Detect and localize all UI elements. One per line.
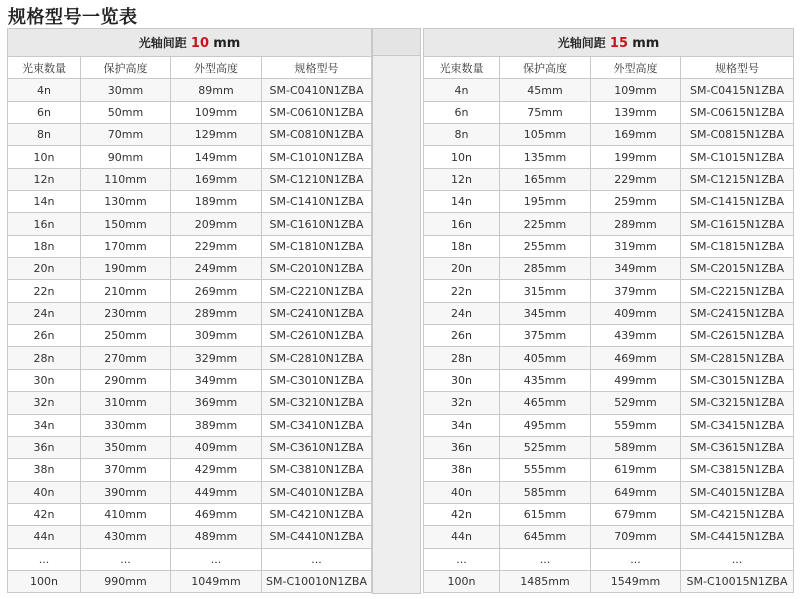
cell-protect-height: 70mm [81, 124, 171, 146]
cell-beam-count: 10n [424, 146, 500, 168]
cell-protect-height: 310mm [81, 392, 171, 414]
table-row [424, 258, 794, 280]
cell-beam-count: 36n [424, 436, 500, 458]
cell-beam-count: 26n [424, 325, 500, 347]
table-row [424, 570, 794, 592]
cell-model: SM-C0410N1ZBA [262, 79, 372, 101]
table-row [8, 146, 372, 168]
cell-model: SM-C2415N1ZBA [681, 302, 794, 324]
table-row [8, 392, 372, 414]
cell-beam-count: 42n [424, 503, 500, 525]
cell-protect-height: 330mm [81, 414, 171, 436]
table-row [8, 548, 372, 570]
cell-beam-count: 32n [8, 392, 81, 414]
col-model: 规格型号 [262, 57, 372, 79]
cell-outer-height: 679mm [591, 503, 681, 525]
cell-protect-height: ... [500, 548, 591, 570]
column-header-row [8, 57, 372, 79]
table-row [8, 481, 372, 503]
table-header-row [8, 29, 372, 57]
cell-outer-height: 89mm [171, 79, 262, 101]
cell-outer-height: 439mm [591, 325, 681, 347]
table-body [8, 79, 372, 593]
cell-protect-height: 50mm [81, 101, 171, 123]
col-outer-height: 外型高度 [171, 57, 262, 79]
cell-outer-height: 259mm [591, 191, 681, 213]
cell-outer-height: 559mm [591, 414, 681, 436]
cell-model: SM-C1615N1ZBA [681, 213, 794, 235]
cell-outer-height: 709mm [591, 526, 681, 548]
table-row [8, 101, 372, 123]
table-row [8, 503, 372, 525]
table-row [424, 436, 794, 458]
cell-model: SM-C3815N1ZBA [681, 459, 794, 481]
cell-outer-height: 149mm [171, 146, 262, 168]
cell-beam-count: 38n [8, 459, 81, 481]
table-row [424, 79, 794, 101]
pitch-unit: mm [213, 36, 241, 51]
cell-model: SM-C2410N1ZBA [262, 302, 372, 324]
table-row [424, 459, 794, 481]
cell-outer-height: 469mm [171, 503, 262, 525]
cell-model: SM-C4210N1ZBA [262, 503, 372, 525]
table-row [8, 347, 372, 369]
cell-protect-height: 165mm [500, 168, 591, 190]
table-row [8, 459, 372, 481]
cell-outer-height: 169mm [591, 124, 681, 146]
table-row [8, 280, 372, 302]
cell-protect-height: 270mm [81, 347, 171, 369]
cell-model: SM-C4015N1ZBA [681, 481, 794, 503]
cell-protect-height: 135mm [500, 146, 591, 168]
cell-beam-count: 44n [424, 526, 500, 548]
table-row [8, 325, 372, 347]
cell-outer-height: 229mm [591, 168, 681, 190]
cell-protect-height: 495mm [500, 414, 591, 436]
cell-beam-count: 34n [424, 414, 500, 436]
cell-model: SM-C1810N1ZBA [262, 235, 372, 257]
cell-protect-height: 585mm [500, 481, 591, 503]
pitch-header [8, 29, 372, 57]
cell-protect-height: 170mm [81, 235, 171, 257]
cell-model: SM-C1815N1ZBA [681, 235, 794, 257]
cell-outer-height: 409mm [171, 436, 262, 458]
cell-model: SM-C4415N1ZBA [681, 526, 794, 548]
page-title: 规格型号一览表 [8, 7, 138, 28]
pitch-value: 10 [190, 36, 210, 51]
table-row [424, 414, 794, 436]
cell-outer-height: 589mm [591, 436, 681, 458]
cell-beam-count: 34n [8, 414, 81, 436]
cell-outer-height: 489mm [171, 526, 262, 548]
cell-protect-height: 150mm [81, 213, 171, 235]
table-gap [372, 28, 421, 594]
cell-beam-count: 16n [424, 213, 500, 235]
table-row [424, 392, 794, 414]
col-beam-count: 光束数量 [8, 57, 81, 79]
cell-model: SM-C4410N1ZBA [262, 526, 372, 548]
cell-outer-height: 229mm [171, 235, 262, 257]
cell-beam-count: 16n [8, 213, 81, 235]
cell-outer-height: 199mm [591, 146, 681, 168]
cell-outer-height: 469mm [591, 347, 681, 369]
cell-model: SM-C1215N1ZBA [681, 168, 794, 190]
cell-outer-height: 1549mm [591, 570, 681, 592]
cell-outer-height: 409mm [591, 302, 681, 324]
cell-model: SM-C2610N1ZBA [262, 325, 372, 347]
cell-model: ... [262, 548, 372, 570]
cell-beam-count: 44n [8, 526, 81, 548]
cell-model: SM-C3615N1ZBA [681, 436, 794, 458]
cell-protect-height: 345mm [500, 302, 591, 324]
cell-protect-height: 290mm [81, 369, 171, 391]
cell-beam-count: 8n [424, 124, 500, 146]
pitch-value: 15 [609, 36, 629, 51]
cell-outer-height: 449mm [171, 481, 262, 503]
cell-model: SM-C1010N1ZBA [262, 146, 372, 168]
cell-outer-height: 209mm [171, 213, 262, 235]
cell-beam-count: 36n [8, 436, 81, 458]
cell-beam-count: 18n [8, 235, 81, 257]
cell-protect-height: 370mm [81, 459, 171, 481]
column-header-row [424, 57, 794, 79]
cell-protect-height: 990mm [81, 570, 171, 592]
cell-model: SM-C3215N1ZBA [681, 392, 794, 414]
cell-protect-height: 90mm [81, 146, 171, 168]
cell-model: SM-C0615N1ZBA [681, 101, 794, 123]
table-row [424, 146, 794, 168]
cell-outer-height: 249mm [171, 258, 262, 280]
table-row [8, 526, 372, 548]
cell-protect-height: 285mm [500, 258, 591, 280]
cell-beam-count: 32n [424, 392, 500, 414]
table-row [8, 79, 372, 101]
cell-model: SM-C2810N1ZBA [262, 347, 372, 369]
table-row [424, 101, 794, 123]
table-body [424, 79, 794, 593]
pitch-label: 光轴间距 [138, 36, 187, 50]
cell-beam-count: 6n [8, 101, 81, 123]
cell-outer-height: 529mm [591, 392, 681, 414]
cell-protect-height: 410mm [81, 503, 171, 525]
table-row [8, 213, 372, 235]
cell-protect-height: 210mm [81, 280, 171, 302]
col-protect-height: 保护高度 [500, 57, 591, 79]
table-row [8, 168, 372, 190]
cell-outer-height: 309mm [171, 325, 262, 347]
cell-model: SM-C1015N1ZBA [681, 146, 794, 168]
cell-beam-count: 100n [424, 570, 500, 592]
cell-beam-count: 24n [424, 302, 500, 324]
cell-beam-count: 18n [424, 235, 500, 257]
cell-beam-count: 20n [424, 258, 500, 280]
table-row [424, 526, 794, 548]
table-row [424, 548, 794, 570]
table-row [424, 369, 794, 391]
cell-protect-height: 190mm [81, 258, 171, 280]
cell-protect-height: 225mm [500, 213, 591, 235]
cell-beam-count: 12n [8, 168, 81, 190]
cell-protect-height: 350mm [81, 436, 171, 458]
cell-beam-count: 24n [8, 302, 81, 324]
cell-beam-count: 100n [8, 570, 81, 592]
cell-outer-height: 109mm [591, 79, 681, 101]
pitch-unit: mm [632, 36, 660, 51]
cell-model: SM-C2815N1ZBA [681, 347, 794, 369]
cell-outer-height: 109mm [171, 101, 262, 123]
table-row [8, 258, 372, 280]
cell-protect-height: 430mm [81, 526, 171, 548]
cell-beam-count: 14n [8, 191, 81, 213]
cell-model: SM-C3210N1ZBA [262, 392, 372, 414]
cell-outer-height: 139mm [591, 101, 681, 123]
cell-model: SM-C10015N1ZBA [681, 570, 794, 592]
cell-protect-height: 525mm [500, 436, 591, 458]
table-row [424, 191, 794, 213]
cell-beam-count: 4n [8, 79, 81, 101]
cell-outer-height: 349mm [171, 369, 262, 391]
table-row [8, 235, 372, 257]
cell-beam-count: 14n [424, 191, 500, 213]
col-beam-count: 光束数量 [424, 57, 500, 79]
cell-beam-count: 8n [8, 124, 81, 146]
table-gap-header [372, 28, 421, 56]
cell-protect-height: 255mm [500, 235, 591, 257]
cell-beam-count: 4n [424, 79, 500, 101]
cell-outer-height: 389mm [171, 414, 262, 436]
cell-outer-height: 349mm [591, 258, 681, 280]
cell-outer-height: 1049mm [171, 570, 262, 592]
cell-model: SM-C0810N1ZBA [262, 124, 372, 146]
cell-outer-height: 129mm [171, 124, 262, 146]
cell-model: SM-C3810N1ZBA [262, 459, 372, 481]
cell-model: SM-C2215N1ZBA [681, 280, 794, 302]
col-outer-height: 外型高度 [591, 57, 681, 79]
cell-protect-height: 75mm [500, 101, 591, 123]
cell-model: SM-C3415N1ZBA [681, 414, 794, 436]
cell-protect-height: 375mm [500, 325, 591, 347]
table-row [424, 325, 794, 347]
cell-protect-height: 315mm [500, 280, 591, 302]
cell-beam-count: 6n [424, 101, 500, 123]
table-row [8, 414, 372, 436]
table-row [8, 191, 372, 213]
table-row [424, 503, 794, 525]
cell-model: SM-C4010N1ZBA [262, 481, 372, 503]
table-row [424, 124, 794, 146]
cell-protect-height: 405mm [500, 347, 591, 369]
cell-outer-height: 269mm [171, 280, 262, 302]
cell-model: SM-C3015N1ZBA [681, 369, 794, 391]
cell-protect-height: 615mm [500, 503, 591, 525]
pitch-label: 光轴间距 [557, 36, 606, 50]
cell-beam-count: 22n [8, 280, 81, 302]
cell-model: SM-C2015N1ZBA [681, 258, 794, 280]
cell-protect-height: 195mm [500, 191, 591, 213]
cell-outer-height: ... [591, 548, 681, 570]
cell-protect-height: 250mm [81, 325, 171, 347]
cell-beam-count: 40n [8, 481, 81, 503]
cell-model: SM-C0610N1ZBA [262, 101, 372, 123]
cell-beam-count: 42n [8, 503, 81, 525]
cell-beam-count: 22n [424, 280, 500, 302]
cell-outer-height: 619mm [591, 459, 681, 481]
cell-model: SM-C1415N1ZBA [681, 191, 794, 213]
table-row [424, 347, 794, 369]
pitch-header [424, 29, 794, 57]
cell-outer-height: 329mm [171, 347, 262, 369]
cell-outer-height: 289mm [171, 302, 262, 324]
col-model: 规格型号 [681, 57, 794, 79]
cell-model: SM-C10010N1ZBA [262, 570, 372, 592]
col-protect-height: 保护高度 [81, 57, 171, 79]
cell-model: SM-C1210N1ZBA [262, 168, 372, 190]
cell-model: SM-C2210N1ZBA [262, 280, 372, 302]
table-row [424, 280, 794, 302]
cell-protect-height: 130mm [81, 191, 171, 213]
cell-model: SM-C4215N1ZBA [681, 503, 794, 525]
cell-beam-count: 28n [424, 347, 500, 369]
cell-protect-height: 105mm [500, 124, 591, 146]
cell-model: SM-C0815N1ZBA [681, 124, 794, 146]
cell-beam-count: 40n [424, 481, 500, 503]
table-row [8, 436, 372, 458]
cell-beam-count: 26n [8, 325, 81, 347]
cell-model: SM-C3010N1ZBA [262, 369, 372, 391]
cell-protect-height: 45mm [500, 79, 591, 101]
table-row [424, 481, 794, 503]
cell-beam-count: ... [8, 548, 81, 570]
table-row [8, 124, 372, 146]
cell-outer-height: ... [171, 548, 262, 570]
cell-beam-count: 10n [8, 146, 81, 168]
cell-protect-height: 30mm [81, 79, 171, 101]
cell-model: ... [681, 548, 794, 570]
cell-outer-height: 169mm [171, 168, 262, 190]
table-row [8, 302, 372, 324]
table-row [8, 369, 372, 391]
cell-beam-count: 30n [8, 369, 81, 391]
cell-model: SM-C3410N1ZBA [262, 414, 372, 436]
cell-model: SM-C1610N1ZBA [262, 213, 372, 235]
cell-model: SM-C2010N1ZBA [262, 258, 372, 280]
cell-outer-height: 189mm [171, 191, 262, 213]
cell-outer-height: 319mm [591, 235, 681, 257]
cell-outer-height: 379mm [591, 280, 681, 302]
cell-outer-height: 369mm [171, 392, 262, 414]
cell-beam-count: 38n [424, 459, 500, 481]
cell-protect-height: 555mm [500, 459, 591, 481]
cell-protect-height: 645mm [500, 526, 591, 548]
table-row [424, 302, 794, 324]
cell-protect-height: 230mm [81, 302, 171, 324]
cell-protect-height: 110mm [81, 168, 171, 190]
cell-beam-count: 28n [8, 347, 81, 369]
cell-beam-count: 30n [424, 369, 500, 391]
table-row [424, 213, 794, 235]
spec-table-10mm [7, 28, 372, 593]
cell-protect-height: ... [81, 548, 171, 570]
cell-beam-count: ... [424, 548, 500, 570]
cell-protect-height: 465mm [500, 392, 591, 414]
cell-outer-height: 499mm [591, 369, 681, 391]
table-row [424, 235, 794, 257]
table-row [8, 570, 372, 592]
cell-protect-height: 435mm [500, 369, 591, 391]
table-header-row [424, 29, 794, 57]
cell-outer-height: 289mm [591, 213, 681, 235]
spec-table-15mm [423, 28, 794, 593]
cell-protect-height: 390mm [81, 481, 171, 503]
cell-outer-height: 649mm [591, 481, 681, 503]
cell-beam-count: 12n [424, 168, 500, 190]
cell-model: SM-C0415N1ZBA [681, 79, 794, 101]
table-row [424, 168, 794, 190]
cell-protect-height: 1485mm [500, 570, 591, 592]
cell-model: SM-C1410N1ZBA [262, 191, 372, 213]
cell-model: SM-C2615N1ZBA [681, 325, 794, 347]
cell-beam-count: 20n [8, 258, 81, 280]
cell-model: SM-C3610N1ZBA [262, 436, 372, 458]
cell-outer-height: 429mm [171, 459, 262, 481]
